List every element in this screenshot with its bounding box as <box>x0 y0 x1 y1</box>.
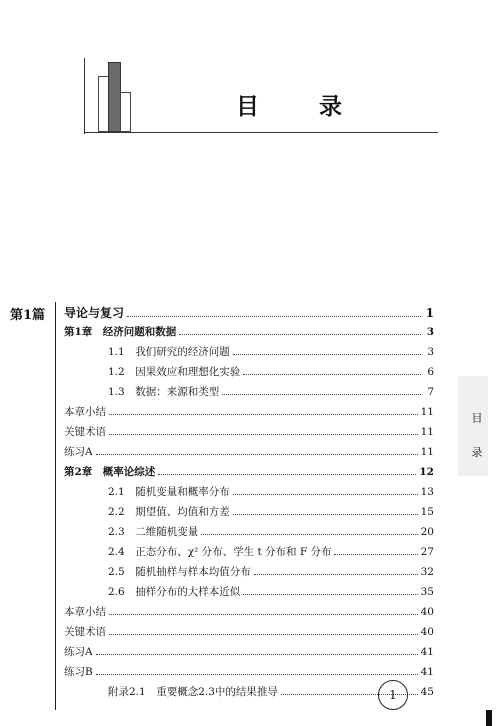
toc-entry-page: 41 <box>420 666 434 678</box>
toc-entry-page: 41 <box>420 646 434 658</box>
toc-leader <box>127 309 421 317</box>
toc-entry-key-terms[interactable] <box>64 624 434 639</box>
toc-entry-section[interactable] <box>108 564 434 579</box>
toc-entry-title: 练习B <box>64 666 93 678</box>
toc-entry-page: 1 <box>425 306 434 320</box>
toc-entry-chapter[interactable] <box>64 324 434 339</box>
toc-entry-page: 7 <box>427 386 434 398</box>
toc-entry-exercises[interactable] <box>64 444 434 459</box>
page-number: 1 <box>378 680 408 710</box>
toc-leader <box>109 428 418 435</box>
toc-entry-section[interactable] <box>108 504 434 519</box>
toc-entry-section[interactable] <box>108 364 434 379</box>
toc-entry-title: 2.5 随机抽样与样本均值分布 <box>108 566 251 578</box>
corner-mark <box>486 710 492 726</box>
toc-leader <box>334 548 417 555</box>
toc-entry-title: 附录2.1 重要概念2.3中的结果推导 <box>108 686 278 698</box>
toc-entry-section[interactable] <box>108 584 434 599</box>
toc-entry-title: 2.1 随机变量和概率分布 <box>108 486 230 498</box>
toc-entry-page: 3 <box>427 346 434 358</box>
toc-entry-title: 2.2 期望值、均值和方差 <box>108 506 230 518</box>
toc-leader <box>179 328 421 335</box>
title-underline-rule <box>84 132 438 133</box>
toc-entry-page: 40 <box>420 606 434 618</box>
toc-leader <box>222 388 421 395</box>
toc-entry-title: 导论与复习 <box>64 306 125 320</box>
title-vertical-rule <box>84 58 85 134</box>
toc-entry-title: 2.4 正态分布、χ² 分布、学生 t 分布和 F 分布 <box>108 546 332 558</box>
toc-entry-page: 11 <box>420 446 434 458</box>
toc-entry-title: 第1章 经济问题和数据 <box>64 326 177 338</box>
toc-entry-chapter[interactable] <box>64 464 434 479</box>
toc-entry-page: 15 <box>420 506 434 518</box>
toc-entry-title: 本章小结 <box>64 406 106 418</box>
toc-entry-title: 2.6 抽样分布的大样本近似 <box>108 586 241 598</box>
toc-entry-exercises[interactable] <box>64 664 434 679</box>
toc-entry-page: 11 <box>420 406 434 418</box>
toc-leader <box>233 348 421 355</box>
toc-entry-key-terms[interactable] <box>64 424 434 439</box>
toc-entry-page: 3 <box>426 326 434 338</box>
toc-leader <box>233 508 418 515</box>
toc-entry-title: 1.1 我们研究的经济问题 <box>108 346 230 358</box>
toc-entry-section[interactable] <box>108 384 434 399</box>
toc-leader <box>109 628 418 635</box>
toc-leader <box>201 528 417 535</box>
toc-leader <box>233 488 418 495</box>
toc-entry-page: 35 <box>420 586 434 598</box>
side-tab-label: 目 录 <box>470 412 483 468</box>
toc-entry-summary[interactable] <box>64 604 434 619</box>
toc-leader <box>243 368 421 375</box>
toc-leader <box>96 668 418 675</box>
toc-divider <box>55 302 56 710</box>
toc-leader <box>254 568 418 575</box>
toc-leader <box>109 408 418 415</box>
toc-entry-title: 2.3 二维随机变量 <box>108 526 199 538</box>
part-label: 第1篇 <box>10 308 46 323</box>
toc-entry-title: 1.3 数据：来源和类型 <box>108 386 220 398</box>
toc-entry-title: 练习A <box>64 446 93 458</box>
toc-leader <box>109 608 418 615</box>
decor-bar-light-right <box>120 92 131 132</box>
toc-entry-page: 13 <box>420 486 434 498</box>
toc-entry-page: 45 <box>420 686 434 698</box>
toc-entry-section[interactable] <box>108 524 434 539</box>
toc-leader <box>243 588 417 595</box>
page-title: 目 录 <box>236 94 369 120</box>
toc-entry-title: 关键术语 <box>64 626 106 638</box>
toc-entry-section[interactable] <box>108 344 434 359</box>
toc-entry-page: 12 <box>419 466 434 478</box>
toc-entry-title: 本章小结 <box>64 606 106 618</box>
toc-entry-page: 27 <box>420 546 434 558</box>
toc-leader <box>96 648 418 655</box>
toc-entry-summary[interactable] <box>64 404 434 419</box>
toc-entry-part[interactable] <box>64 304 434 321</box>
toc-entry-title: 练习A <box>64 646 93 658</box>
toc-entry-title: 关键术语 <box>64 426 106 438</box>
toc-leader <box>158 468 416 475</box>
toc-entry-page: 11 <box>420 426 434 438</box>
toc-entry-title: 第2章 概率论综述 <box>64 466 156 478</box>
toc-entry-page: 6 <box>427 366 434 378</box>
toc-entry-section[interactable] <box>108 544 434 559</box>
toc-entry-section[interactable] <box>108 484 434 499</box>
toc-entry-page: 20 <box>420 526 434 538</box>
toc-leader <box>96 448 418 455</box>
toc-entry-page: 40 <box>420 626 434 638</box>
toc-entry-exercises[interactable] <box>64 644 434 659</box>
toc-entry-page: 32 <box>420 566 434 578</box>
toc-entry-title: 1.2 因果效应和理想化实验 <box>108 366 241 378</box>
